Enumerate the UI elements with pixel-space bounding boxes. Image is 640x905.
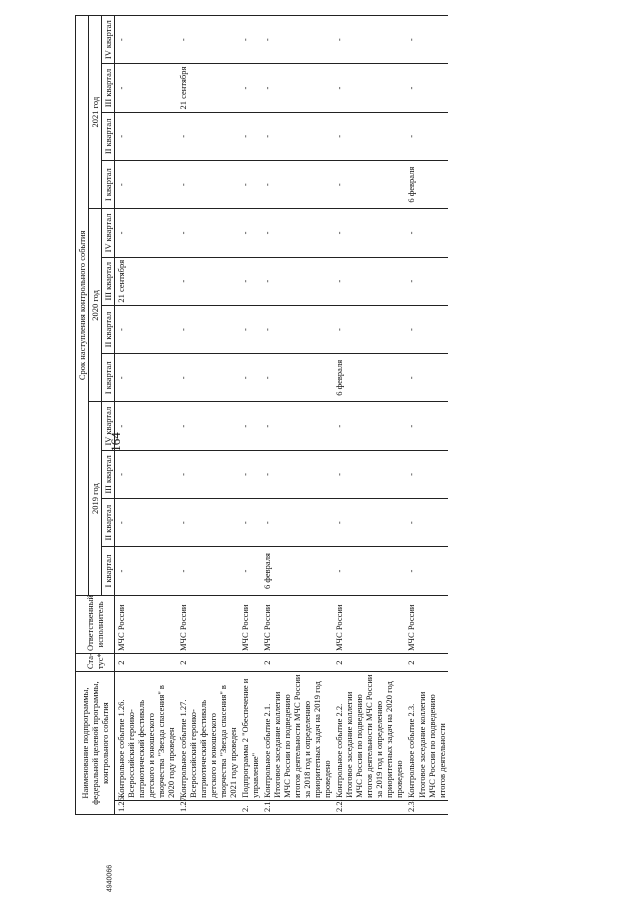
page-number: 164 (108, 432, 123, 452)
quarter-cell: - (115, 402, 178, 450)
quarter-cell: - (239, 402, 261, 450)
row-number: 1.26. (115, 800, 178, 814)
quarter-cell: - (261, 64, 333, 112)
schedule-table-rotated (75, 15, 595, 815)
quarter-cell: - (261, 402, 333, 450)
quarter-cell: - (239, 354, 261, 402)
quarter-cell: - (115, 209, 178, 257)
quarter-cell: - (115, 450, 178, 498)
table-row (177, 16, 239, 815)
row-number: 1.27. (177, 800, 239, 814)
quarter-cell: - (177, 257, 239, 305)
row-number: 2.2. (333, 800, 405, 814)
quarter-cell: - (261, 450, 333, 498)
quarter-cell: - (115, 499, 178, 547)
table-row (261, 16, 333, 815)
quarter-cell: - (405, 257, 447, 305)
responsible-executor: МЧС России (177, 595, 239, 653)
header-quarter: III квартал (102, 257, 115, 305)
quarter-cell: - (405, 64, 447, 112)
quarter-cell: - (115, 161, 178, 209)
quarter-cell: - (115, 112, 178, 160)
quarter-cell: - (405, 450, 447, 498)
schedule-table (75, 15, 448, 815)
header-quarter: II квартал (102, 305, 115, 353)
table-row (115, 16, 178, 815)
quarter-cell: - (115, 16, 178, 64)
quarter-cell: 21 сентября (177, 64, 239, 112)
quarter-cell: - (177, 16, 239, 64)
quarter-cell: - (115, 547, 178, 595)
table-body (115, 16, 448, 815)
event-name: Контрольное событие 2.2. Итоговое заседание коллегии МЧС России по подведению итогов деятельности МЧС России за 2019 год и определению приоритетных задач на 2020 год проведено (333, 672, 405, 801)
event-name: Контрольное событие 1.26. Всероссийский героико-патриотический фестиваль детского и юношеского творчества "Звезда спасения" в 2020 году проведен (115, 672, 178, 801)
quarter-cell: - (405, 402, 447, 450)
quarter-cell: - (177, 112, 239, 160)
responsible-executor: МЧС России (261, 595, 333, 653)
quarter-cell: - (115, 354, 178, 402)
header-quarter: IV квартал (102, 16, 115, 64)
quarter-cell: - (333, 547, 405, 595)
quarter-cell: 6 февраля (261, 547, 333, 595)
quarter-cell: - (261, 16, 333, 64)
quarter-cell: - (239, 64, 261, 112)
event-status: 2 (333, 654, 405, 672)
quarter-cell: - (239, 547, 261, 595)
quarter-cell: - (333, 450, 405, 498)
event-status: 2 (261, 654, 333, 672)
event-name: Контрольное событие 2.1. Итоговое заседание коллегии МЧС России по подведению итогов деятельности МЧС России за 2018 год и определению приоритетных задач на 2019 год проведено (261, 672, 333, 801)
table-row (239, 16, 261, 815)
quarter-cell: - (239, 209, 261, 257)
event-status: 2 (115, 654, 178, 672)
quarter-cell: - (177, 209, 239, 257)
header-term: Срок наступления контрольного события (76, 16, 89, 596)
header-quarter: I квартал (102, 547, 115, 595)
quarter-cell: - (333, 499, 405, 547)
event-name: Подпрограмма 2 "Обеспечение и управление" (239, 672, 261, 801)
header-quarter: III квартал (102, 64, 115, 112)
header-year-2020: 2020 год (89, 209, 102, 402)
quarter-cell: - (115, 64, 178, 112)
quarter-cell: - (177, 547, 239, 595)
event-status (239, 654, 261, 672)
quarter-cell: - (261, 257, 333, 305)
quarter-cell: - (333, 161, 405, 209)
quarter-cell: - (261, 112, 333, 160)
quarter-cell: - (177, 354, 239, 402)
responsible-executor: МЧС России (239, 595, 261, 653)
header-quarter: IV квартал (102, 402, 115, 450)
event-name: Контрольное событие 2.3. Итоговое заседание коллегии МЧС России по подведению итогов деятельности (405, 672, 447, 801)
row-number: 2. (239, 800, 261, 814)
quarter-cell: - (239, 112, 261, 160)
quarter-cell: - (239, 161, 261, 209)
header-quarter: III квартал (102, 450, 115, 498)
quarter-cell: - (333, 64, 405, 112)
quarter-cell: - (333, 112, 405, 160)
quarter-cell: - (261, 499, 333, 547)
header-year-2021: 2021 год (89, 16, 102, 209)
quarter-cell: - (177, 161, 239, 209)
quarter-cell: - (239, 257, 261, 305)
responsible-executor: МЧС России (333, 595, 405, 653)
quarter-cell: - (333, 305, 405, 353)
header-quarter: II квартал (102, 499, 115, 547)
quarter-cell: 6 февраля (333, 354, 405, 402)
quarter-cell: - (239, 499, 261, 547)
quarter-cell: - (333, 209, 405, 257)
event-status: 2 (405, 654, 447, 672)
header-name: Наименование подпрограммы, федеральной целевой программы, контрольного события (76, 672, 115, 815)
quarter-cell: - (239, 305, 261, 353)
quarter-cell: - (405, 16, 447, 64)
header-responsible: Ответственный исполнитель (76, 595, 115, 653)
table-row (333, 16, 405, 815)
header-status: Ста-тус* (76, 654, 115, 672)
responsible-executor: МЧС России (115, 595, 178, 653)
header-quarter: I квартал (102, 354, 115, 402)
header-quarter: II квартал (102, 112, 115, 160)
quarter-cell: - (333, 257, 405, 305)
quarter-cell: 6 февраля (405, 161, 447, 209)
quarter-cell: - (333, 402, 405, 450)
quarter-cell: - (239, 450, 261, 498)
quarter-cell: 21 сентября (115, 257, 178, 305)
table-row (405, 16, 447, 815)
quarter-cell: - (405, 499, 447, 547)
document-id: 4940066 (106, 864, 114, 893)
quarter-cell: - (177, 305, 239, 353)
quarter-cell: - (333, 16, 405, 64)
quarter-cell: - (261, 209, 333, 257)
row-number: 2.3. (405, 800, 447, 814)
responsible-executor: МЧС России (405, 595, 447, 653)
quarter-cell: - (239, 16, 261, 64)
quarter-cell: - (115, 305, 178, 353)
quarter-cell: - (177, 450, 239, 498)
header-year-2019: 2019 год (89, 402, 102, 595)
quarter-cell: - (261, 354, 333, 402)
quarter-cell: - (177, 499, 239, 547)
quarter-cell: - (405, 112, 447, 160)
quarter-cell: - (405, 354, 447, 402)
quarter-cell: - (177, 402, 239, 450)
quarter-cell: - (261, 305, 333, 353)
event-status: 2 (177, 654, 239, 672)
quarter-cell: - (261, 161, 333, 209)
header-quarter: IV квартал (102, 209, 115, 257)
quarter-cell: - (405, 305, 447, 353)
row-number: 2.1. (261, 800, 333, 814)
quarter-cell: - (405, 209, 447, 257)
event-name: Контрольное событие 1.27. Всероссийский героико-патриотический фестиваль детского и юношеского творчества "Звезда спасения" в 2021 году проведен (177, 672, 239, 801)
quarter-cell: - (405, 547, 447, 595)
header-quarter: I квартал (102, 161, 115, 209)
